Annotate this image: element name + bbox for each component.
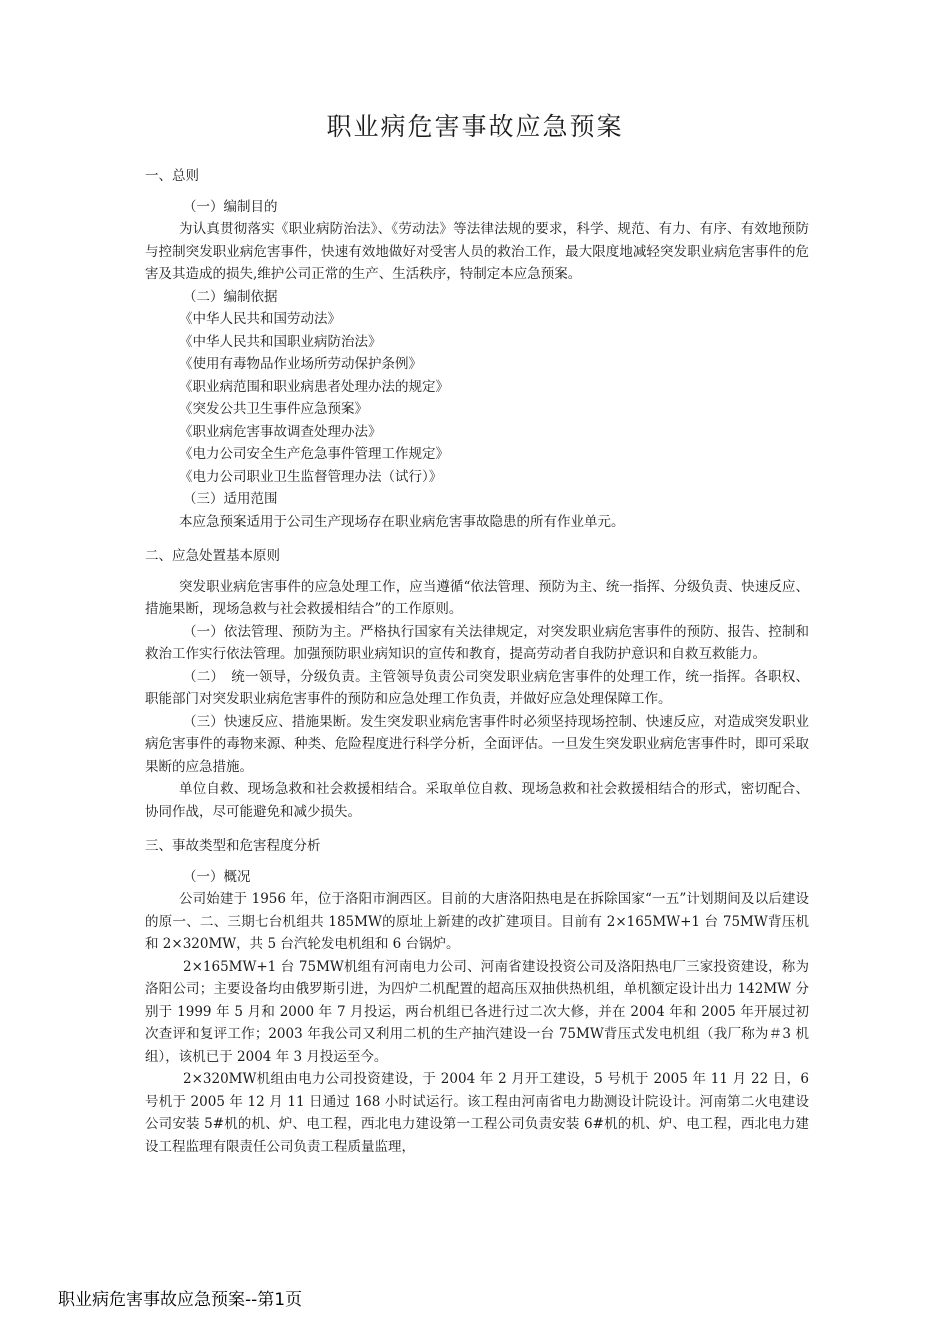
paragraph-principle-1: （一）依法管理、预防为主。严格执行国家有关法律规定，对突发职业病危害事件的预防、报告、控制和救治工作实行依法管理。加强预防职业病知识的宣传和教育，提高劳动者自我防护意识和自救互救能力。 — [145, 623, 809, 662]
reference-item: 《使用有毒物品作业场所劳动保护条例》 — [179, 356, 422, 372]
subheading-basis: （二）编制依据 — [183, 288, 278, 305]
document-title: 职业病危害事故应急预案 — [326, 112, 624, 141]
section-heading-analysis: 三、事故类型和危害程度分析 — [145, 838, 321, 854]
paragraph-overview-2: 2×165MW+1 台 75MW机组有河南电力公司、河南省建设投资公司及洛阳热电厂三家投资建设，称为洛阳公司；主要设备均由俄罗斯引进，为四炉二机配置的超高压双抽供热机组，单机额定设计出力 142MW 分别于 1999 年 5 月和 2000 年 7 月投运，两台机组已各进行过二次大修，并在 2004 年和 2005 年开展过初次查评和复评工作；2003 年我公司又利用二机的生产抽汽建设一台 75MW背压式发电机组（我厂称为＃3 机组），该机已于 2004 年 3 月投运至今。 — [145, 958, 809, 1065]
paragraph-overview-3: 2×320MW机组由电力公司投资建设，于 2004 年 2 月开工建设，5 号机于 2005 年 11 月 22 日，6 号机于 2005 年 12 月 11 日通过 168 小时试运行。该工程由河南省电力勘测设计院设计。河南第二火电建设公司安装 5#机的机、炉、电工程，西北电力建设第一工程公司负责安装 6#机的机、炉、电工程，西北电力建设工程监理有限责任公司负责工程质量监理， — [145, 1071, 809, 1155]
paragraph-principle-2: （二） 统一领导，分级负责。主管领导负责公司突发职业病危害事件的处理工作，统一指挥。各职权、职能部门对突发职业病危害事件的预防和应急处理工作负责，并做好应急处理保障工作。 — [145, 668, 809, 707]
paragraph-principles-intro: 突发职业病危害事件的应急处理工作，应当遵循“依法管理、预防为主、统一指挥、分级负责、快速反应、措施果断，现场急救与社会救援相结合”的工作原则。 — [145, 578, 809, 617]
reference-item: 《职业病危害事故调查处理办法》 — [179, 423, 382, 440]
reference-item: 《电力公司职业卫生监督管理办法（试行）》 — [179, 468, 443, 485]
reference-item: 《中华人民共和国职业病防治法》 — [179, 333, 382, 350]
subheading-overview: （一）概况 — [183, 868, 251, 885]
paragraph-principle-4: 单位自救、现场急救和社会救援相结合。采取单位自救、现场急救和社会救援相结合的形式，密切配合、协同作战，尽可能避免和减少损失。 — [145, 781, 809, 820]
subheading-scope: （三）适用范围 — [183, 491, 278, 507]
reference-item: 《突发公共卫生事件应急预案》 — [179, 401, 368, 417]
reference-item: 《电力公司安全生产危急事件管理工作规定》 — [179, 446, 449, 462]
section-heading-principles: 二、应急处置基本原则 — [145, 548, 280, 564]
reference-item: 《中华人民共和国劳动法》 — [179, 311, 341, 327]
paragraph-purpose: 为认真贯彻落实《职业病防治法》、《劳动法》等法律法规的要求，科学、规范、有力、有序、有效地预防与控制突发职业病危害事件，快速有效地做好对受害人员的救治工作，最大限度地减轻突发职业病危害事件的危害及其造成的损失,维护公司正常的生产、生活秩序，特制定本应急预案。 — [145, 221, 809, 282]
paragraph-overview-1: 公司始建于 1956 年，位于洛阳市涧西区。目前的大唐洛阳热电是在拆除国家“一五”计划期间及以后建设的原一、二、三期七台机组共 185MW的原址上新建的改扩建项目。目前有 2×165MW+1 台 75MW背压机和 2×320MW，共 5 台汽轮发电机组和 6 台锅炉。 — [145, 891, 809, 952]
section-heading-general: 一、总则 — [145, 168, 199, 184]
page-footer: 职业病危害事故应急预案--第1页 — [58, 1290, 303, 1310]
document-body — [145, 165, 809, 1158]
reference-item: 《职业病范围和职业病患者处理办法的规定》 — [179, 378, 449, 395]
paragraph-scope: 本应急预案适用于公司生产现场存在职业病危害事故隐患的所有作业单元。 — [179, 513, 625, 530]
subheading-purpose: （一）编制目的 — [183, 198, 278, 215]
paragraph-principle-3: （三）快速反应、措施果断。发生突发职业病危害事件时必须坚持现场控制、快速反应，对造成突发职业病危害事件的毒物来源、种类、危险程度进行科学分析，全面评估。一旦发生突发职业病危害事件时，即可采取果断的应急措施。 — [145, 713, 809, 775]
